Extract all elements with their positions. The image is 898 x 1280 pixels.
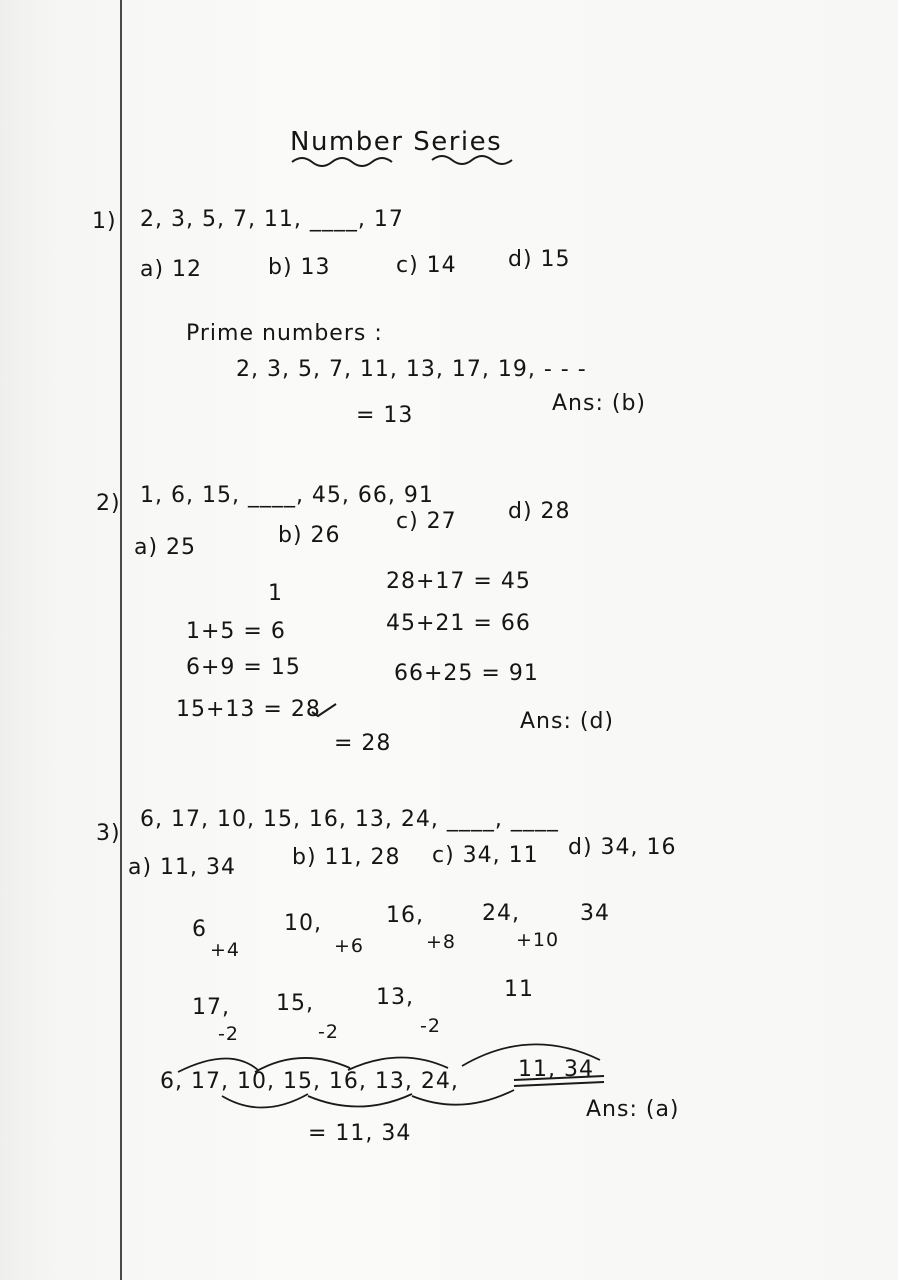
q3-full-sequence: 6, 17, 10, 15, 16, 13, 24, (160, 1069, 459, 1094)
q3-odd-term-3: 13, (376, 985, 414, 1010)
q3-odd-term-2: 15, (276, 991, 314, 1016)
q3-even-term-1: 6 (192, 917, 207, 942)
q3-result: = 11, 34 (308, 1121, 412, 1146)
q3-minus-1: -2 (218, 1023, 239, 1045)
answer-double-underline (514, 1076, 604, 1086)
q1-option-a: a) 12 (140, 257, 203, 282)
q2-option-a: a) 25 (134, 535, 197, 560)
q3-sequence: 6, 17, 10, 15, 16, 13, 24, ____, ____ (140, 807, 559, 832)
q1-option-c: c) 14 (396, 253, 457, 278)
q2-work-7: 66+25 = 91 (394, 661, 539, 686)
alternating-upper-arcs (178, 1044, 600, 1072)
q2-number: 2) (96, 491, 121, 516)
page-title: Number Series (290, 127, 503, 157)
q1-prime-list: 2, 3, 5, 7, 11, 13, 17, 19, - - - (236, 357, 587, 382)
q1-result: = 13 (356, 403, 414, 428)
q1-option-d: d) 15 (508, 247, 571, 272)
q2-work-6: 45+21 = 66 (386, 611, 531, 636)
q3-even-term-3: 16, (386, 903, 424, 928)
q3-diff-1: +4 (210, 939, 241, 961)
q3-minus-3: -2 (420, 1015, 441, 1037)
q2-option-b: b) 26 (278, 523, 341, 548)
q3-number: 3) (96, 821, 121, 846)
q1-sequence: 2, 3, 5, 7, 11, ____, 17 (140, 207, 404, 232)
check-mark (312, 704, 336, 716)
q1-number: 1) (92, 209, 117, 234)
q3-diff-3: +8 (426, 931, 457, 953)
q3-even-term-5: 34 (580, 901, 610, 926)
q2-work-2: 1+5 = 6 (186, 619, 286, 644)
q3-even-term-2: 10, (284, 911, 322, 936)
q3-answer: Ans: (a) (586, 1097, 680, 1122)
q3-option-b: b) 11, 28 (292, 845, 401, 870)
q3-answer-pair: 11, 34 (518, 1057, 594, 1082)
q2-sequence: 1, 6, 15, ____, 45, 66, 91 (140, 483, 434, 508)
q3-minus-2: -2 (318, 1021, 339, 1043)
q1-answer: Ans: (b) (552, 391, 646, 416)
q3-diff-2: +6 (334, 935, 365, 957)
q3-diff-4: +10 (516, 929, 560, 951)
q2-work-3: 6+9 = 15 (186, 655, 301, 680)
q2-option-c: c) 27 (396, 509, 457, 534)
q2-work-1: 1 (268, 581, 283, 606)
q2-work-4: 15+13 = 28 (176, 697, 321, 722)
q2-work-5: 28+17 = 45 (386, 569, 531, 594)
q2-option-d: d) 28 (508, 499, 571, 524)
q3-even-term-4: 24, (482, 901, 520, 926)
title-wavy-underline (292, 156, 512, 166)
q3-option-a: a) 11, 34 (128, 855, 237, 880)
alternating-lower-arcs (222, 1090, 514, 1108)
q1-option-b: b) 13 (268, 255, 331, 280)
q2-answer: Ans: (d) (520, 709, 614, 734)
q3-option-d: d) 34, 16 (568, 835, 677, 860)
q2-result: = 28 (334, 731, 392, 756)
q3-option-c: c) 34, 11 (432, 843, 539, 868)
q3-odd-term-1: 17, (192, 995, 230, 1020)
q3-odd-term-4: 11 (504, 977, 534, 1002)
q1-prime-heading: Prime numbers : (186, 321, 383, 346)
